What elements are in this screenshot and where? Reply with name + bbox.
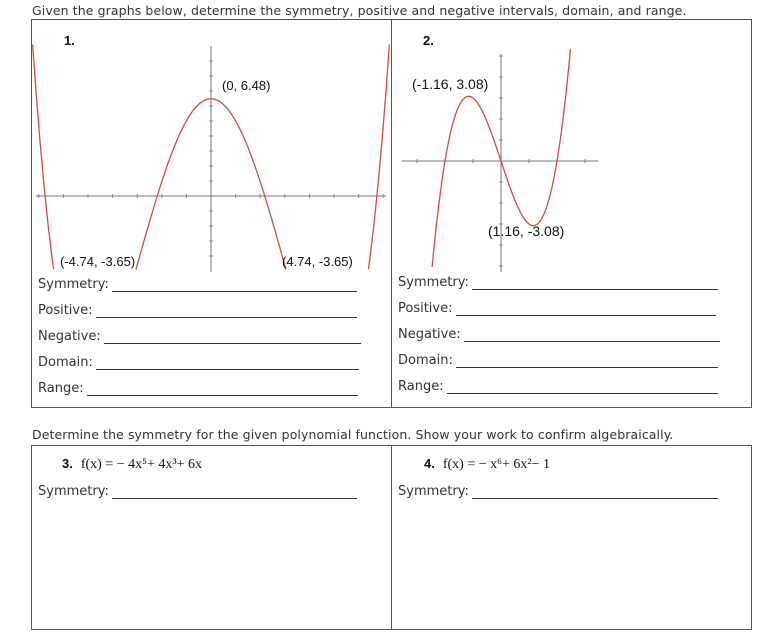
answer-line[interactable] — [472, 486, 718, 499]
answer-line[interactable] — [472, 277, 718, 290]
p1-positive-label: Positive: — [38, 303, 93, 318]
answer-line[interactable] — [456, 303, 717, 316]
graph-1-left-min-label: (-4.74, -3.65) — [60, 254, 136, 269]
p3-symmetry-field[interactable] — [38, 484, 357, 499]
p4-symmetry-field[interactable] — [398, 484, 718, 499]
problem-3-formula — [62, 456, 202, 473]
p1-positive-field[interactable] — [38, 303, 357, 318]
p2-negative-label: Negative: — [398, 327, 461, 342]
answer-line[interactable] — [447, 381, 718, 394]
p1-symmetry-field[interactable] — [38, 277, 357, 292]
answer-line[interactable] — [104, 331, 361, 344]
p2-symmetry-field[interactable] — [398, 275, 718, 290]
p1-domain-field[interactable] — [38, 355, 359, 370]
graph-1-max-label: (0, 6.48) — [222, 78, 271, 93]
graph-2 — [392, 20, 752, 280]
algebra-box — [31, 445, 752, 630]
problem-4-number: 4. — [424, 456, 435, 471]
p2-negative-field[interactable] — [398, 327, 720, 342]
p2-range-field[interactable] — [398, 379, 718, 394]
p1-symmetry-label: Symmetry: — [38, 277, 109, 292]
p2-positive-label: Positive: — [398, 301, 453, 316]
graph-1 — [32, 20, 390, 280]
graph-1-right-min-label: (4.74, -3.65) — [282, 254, 353, 269]
answer-line[interactable] — [96, 357, 359, 370]
answer-line[interactable] — [456, 355, 718, 368]
problem-3-function: f(x) = − 4x⁵+ 4x³+ 6x — [80, 457, 202, 472]
instructions-algebraic: Determine the symmetry for the given polynomial function. Show your work to confirm algebraically. — [32, 427, 674, 442]
problem-2-number: 2. — [423, 33, 434, 48]
p2-symmetry-label: Symmetry: — [398, 275, 469, 290]
graph-2-max-label: (-1.16, 3.08) — [412, 76, 489, 92]
problem-1-number: 1. — [64, 33, 75, 48]
problem-3-number: 3. — [62, 456, 73, 471]
p2-range-label: Range: — [398, 379, 444, 394]
problem-4-formula — [424, 456, 550, 473]
p3-symmetry-label: Symmetry: — [38, 484, 109, 499]
instructions-graphs: Given the graphs below, determine the symmetry, positive and negative intervals, domain, and range. — [32, 3, 687, 18]
p2-domain-field[interactable] — [398, 353, 718, 368]
answer-line[interactable] — [112, 279, 357, 292]
graph-1-axes — [36, 46, 386, 272]
graph-2-min-label: (1.16, -3.08) — [488, 223, 565, 239]
p2-domain-label: Domain: — [398, 353, 453, 368]
p2-positive-field[interactable] — [398, 301, 716, 316]
p4-symmetry-label: Symmetry: — [398, 484, 469, 499]
answer-line[interactable] — [464, 329, 720, 342]
answer-line[interactable] — [87, 383, 358, 396]
answer-line[interactable] — [112, 486, 357, 499]
p1-range-label: Range: — [38, 381, 84, 396]
problem-4-function: f(x) = − x⁶+ 6x²− 1 — [442, 457, 550, 472]
p1-negative-label: Negative: — [38, 329, 101, 344]
p1-range-field[interactable] — [38, 381, 358, 396]
p1-domain-label: Domain: — [38, 355, 93, 370]
answer-line[interactable] — [96, 305, 358, 318]
p1-negative-field[interactable] — [38, 329, 361, 344]
box-divider — [391, 446, 392, 629]
graphs-box — [31, 19, 752, 408]
